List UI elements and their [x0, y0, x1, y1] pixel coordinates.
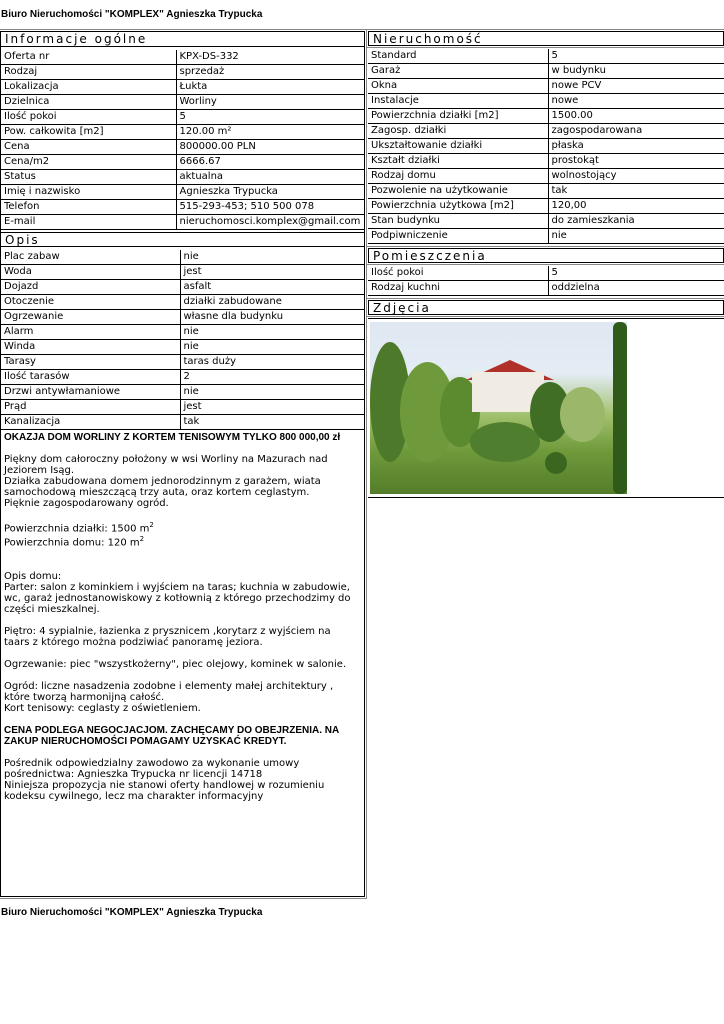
field-value: tak: [548, 184, 724, 199]
nieruchomosc-row: [368, 49, 724, 64]
nieruchomosc-table: [368, 49, 724, 244]
nieruchomosc-row: [368, 109, 724, 124]
nieruchomosc-row: [368, 64, 724, 79]
desc-line: pośrednictwa: Agnieszka Trypucka nr licencji 14718: [4, 768, 263, 780]
field-label: Pozwolenie na użytkowanie: [368, 184, 548, 199]
field-value: 6666.67: [176, 155, 364, 170]
nieruchomosc-row: [368, 154, 724, 169]
field-label: Ilość pokoi: [1, 110, 176, 125]
desc-line: Ogród: liczne nasadzenia zodobne i elementy małej architektury ,: [4, 680, 334, 692]
desc-line: Opis domu:: [4, 570, 62, 582]
nieruchomosc-row: [368, 214, 724, 229]
desc-line: Kort tenisowy: ceglasty z oświetleniem.: [4, 702, 201, 714]
field-label: Lokalizacja: [1, 80, 176, 95]
nieruchomosc-row: [368, 199, 724, 214]
field-value: jest: [180, 265, 364, 280]
pomieszczenia-row: [368, 266, 724, 281]
informacje-row: [1, 80, 364, 95]
informacje-row: [1, 155, 364, 170]
desc-line: Jeziorem Isąg.: [4, 465, 75, 476]
field-value: aktualna: [176, 170, 364, 185]
field-label: Powierzchnia użytkowa [m2]: [368, 199, 548, 214]
opis-row: [1, 250, 364, 265]
field-label: Rodzaj domu: [368, 169, 548, 184]
field-value: oddzielna: [548, 281, 724, 296]
field-label: E-mail: [1, 215, 176, 230]
nieruchomosc-row: [368, 139, 724, 154]
desc-line: Pośrednik odpowiedzialny zawodowo za wykonanie umowy: [4, 757, 300, 769]
field-label: Status: [1, 170, 176, 185]
field-label: Ilość tarasów: [1, 370, 180, 385]
property-photo[interactable]: [370, 322, 627, 494]
field-value: 120.00 m²: [176, 125, 364, 140]
field-value: prostokąt: [548, 154, 724, 169]
field-label: Woda: [1, 265, 180, 280]
informacje-row: [1, 200, 364, 215]
field-label: Garaż: [368, 64, 548, 79]
nieruchomosc-row: [368, 229, 724, 244]
field-value: 515-293-453; 510 500 078: [176, 200, 364, 215]
field-label: Powierzchnia działki [m2]: [368, 109, 548, 124]
pomieszczenia-row: [368, 281, 724, 296]
photo-gallery: [368, 318, 724, 498]
field-label: Instalacje: [368, 94, 548, 109]
field-label: Ogrzewanie: [1, 310, 180, 325]
opis-row: [1, 370, 364, 385]
informacje-row: [1, 125, 364, 140]
opis-row: [1, 280, 364, 295]
field-value: jest: [180, 400, 364, 415]
field-value: nowe: [548, 94, 724, 109]
opis-row: [1, 265, 364, 280]
field-label: Zagosp. działki: [368, 124, 548, 139]
field-label: Podpiwniczenie: [368, 229, 548, 244]
left-column: [0, 31, 365, 897]
opis-table: [1, 250, 364, 430]
field-label: Stan budynku: [368, 214, 548, 229]
field-label: Plac zabaw: [1, 250, 180, 265]
informacje-row: [1, 185, 364, 200]
field-value: nowe PCV: [548, 79, 724, 94]
desc-line: CENA PODLEGA NEGOCJACJOM. ZACHĘCAMY DO OBEJRZENIA. NA: [4, 724, 340, 736]
field-value: w budynku: [548, 64, 724, 79]
field-value: asfalt: [180, 280, 364, 295]
field-label: Imię i nazwisko: [1, 185, 176, 200]
field-label: Rodzaj kuchni: [368, 281, 548, 296]
field-value: 120,00: [548, 199, 724, 214]
field-value: taras duży: [180, 355, 364, 370]
section-nieruchomosc-title: Nieruchomość: [368, 31, 724, 46]
opis-row: [1, 340, 364, 355]
nieruchomosc-row: [368, 184, 724, 199]
desc-line: ZAKUP NIERUCHOMOŚCI POMAGAMY UZYSKAĆ KREDYT.: [4, 735, 287, 747]
field-value: 5: [548, 49, 724, 64]
field-value: Łukta: [176, 80, 364, 95]
informacje-row: [1, 50, 364, 65]
offer-headline: OKAZJA DOM WORLINY Z KORTEM TENISOWYM TYLKO 800 000,00 zł: [4, 432, 341, 443]
desc-line: kodeksu cywilnego, lecz ma charakter informacyjny: [4, 790, 264, 802]
offer-description: [1, 430, 364, 804]
desc-line: wc, garaż jednostanowiskowy z kotłownią z którego przechodzimy do: [4, 592, 351, 604]
area-plot: Powierzchnia działki: 1500 $m^2$: [4, 521, 154, 535]
field-value: tak: [180, 415, 364, 430]
field-label: Dzielnica: [1, 95, 176, 110]
field-label: Rodzaj: [1, 65, 176, 80]
informacje-row: [1, 95, 364, 110]
field-value: sprzedaż: [176, 65, 364, 80]
informacje-row: [1, 110, 364, 125]
section-informacje-title: Informacje ogólne: [1, 32, 364, 47]
field-value: KPX-DS-332: [176, 50, 364, 65]
field-value: nie: [548, 229, 724, 244]
field-label: Dojazd: [1, 280, 180, 295]
field-value: nie: [180, 340, 364, 355]
field-value: nieruchomosci.komplex@gmail.com: [176, 215, 364, 230]
field-value: nie: [180, 250, 364, 265]
field-label: Tarasy: [1, 355, 180, 370]
opis-row: [1, 400, 364, 415]
field-value: 5: [176, 110, 364, 125]
header-title: Biuro Nieruchomości "KOMPLEX" Agnieszka Trypucka: [1, 9, 263, 20]
field-value: własne dla budynku: [180, 310, 364, 325]
field-value: wolnostojący: [548, 169, 724, 184]
opis-row: [1, 385, 364, 400]
field-value: nie: [180, 325, 364, 340]
nieruchomosc-row: [368, 79, 724, 94]
field-value: 800000.00 PLN: [176, 140, 364, 155]
desc-line: taars z którego można podziwiać panoramę jeziora.: [4, 636, 263, 648]
nieruchomosc-row: [368, 124, 724, 139]
desc-line: samochodową mieszczącą trzy auta, oraz kortem ceglastym.: [4, 487, 310, 498]
field-label: Drzwi antywłamaniowe: [1, 385, 180, 400]
field-label: Ilość pokoi: [368, 266, 548, 281]
field-label: Prąd: [1, 400, 180, 415]
desc-line: Pięknie zagospodarowany ogród.: [4, 498, 169, 509]
opis-row: [1, 295, 364, 310]
field-label: Otoczenie: [1, 295, 180, 310]
field-label: Kształt działki: [368, 154, 548, 169]
field-label: Cena: [1, 140, 176, 155]
opis-row: [1, 415, 364, 430]
nieruchomosc-row: [368, 169, 724, 184]
informacje-row: [1, 215, 364, 230]
desc-line: Ogrzewanie: piec "wszystkożerny", piec olejowy, kominek w salonie.: [4, 658, 347, 670]
opis-row: [1, 355, 364, 370]
desc-line: które tworzą harmonijną całość.: [4, 691, 165, 703]
desc-line: części mieszkalnej.: [4, 603, 100, 615]
field-label: Winda: [1, 340, 180, 355]
informacje-table: [1, 50, 364, 230]
desc-line: Parter: salon z kominkiem i wyjściem na taras; kuchnia w zabudowie,: [4, 581, 350, 593]
right-column: [368, 31, 724, 498]
field-label: Pow. całkowita [m2]: [1, 125, 176, 140]
area-house: Powierzchnia domu: 120 $m^2$: [4, 535, 145, 549]
field-value: nie: [180, 385, 364, 400]
field-label: Ukształtowanie działki: [368, 139, 548, 154]
field-label: Telefon: [1, 200, 176, 215]
desc-line: Piętro: 4 sypialnie, łazienka z prysznicem ,korytarz z wyjściem na: [4, 625, 331, 637]
opis-row: [1, 325, 364, 340]
informacje-row: [1, 170, 364, 185]
desc-line: Działka zabudowana domem jednorodzinnym z garażem, wiata: [4, 476, 321, 487]
section-opis-title: Opis: [1, 232, 364, 247]
section-zdjecia-title: Zdjęcia: [368, 300, 724, 315]
field-label: Kanalizacja: [1, 415, 180, 430]
field-value: działki zabudowane: [180, 295, 364, 310]
nieruchomosc-row: [368, 94, 724, 109]
field-label: Alarm: [1, 325, 180, 340]
field-label: Standard: [368, 49, 548, 64]
pomieszczenia-table: [368, 266, 724, 296]
field-value: 1500.00: [548, 109, 724, 124]
field-value: 5: [548, 266, 724, 281]
desc-line: Niniejsza propozycja nie stanowi oferty handlowej w rozumieniu: [4, 779, 325, 791]
field-label: Cena/m2: [1, 155, 176, 170]
field-label: Oferta nr: [1, 50, 176, 65]
field-value: Agnieszka Trypucka: [176, 185, 364, 200]
desc-line: Piękny dom całoroczny położony w wsi Worliny na Mazurach nad: [4, 454, 328, 465]
informacje-row: [1, 140, 364, 155]
informacje-row: [1, 65, 364, 80]
field-value: płaska: [548, 139, 724, 154]
section-pomieszczenia-title: Pomieszczenia: [368, 248, 724, 263]
opis-row: [1, 310, 364, 325]
field-value: zagospodarowana: [548, 124, 724, 139]
field-value: Worliny: [176, 95, 364, 110]
field-value: 2: [180, 370, 364, 385]
field-value: do zamieszkania: [548, 214, 724, 229]
field-label: Okna: [368, 79, 548, 94]
footer-title: Biuro Nieruchomości "KOMPLEX" Agnieszka Trypucka: [1, 907, 263, 918]
